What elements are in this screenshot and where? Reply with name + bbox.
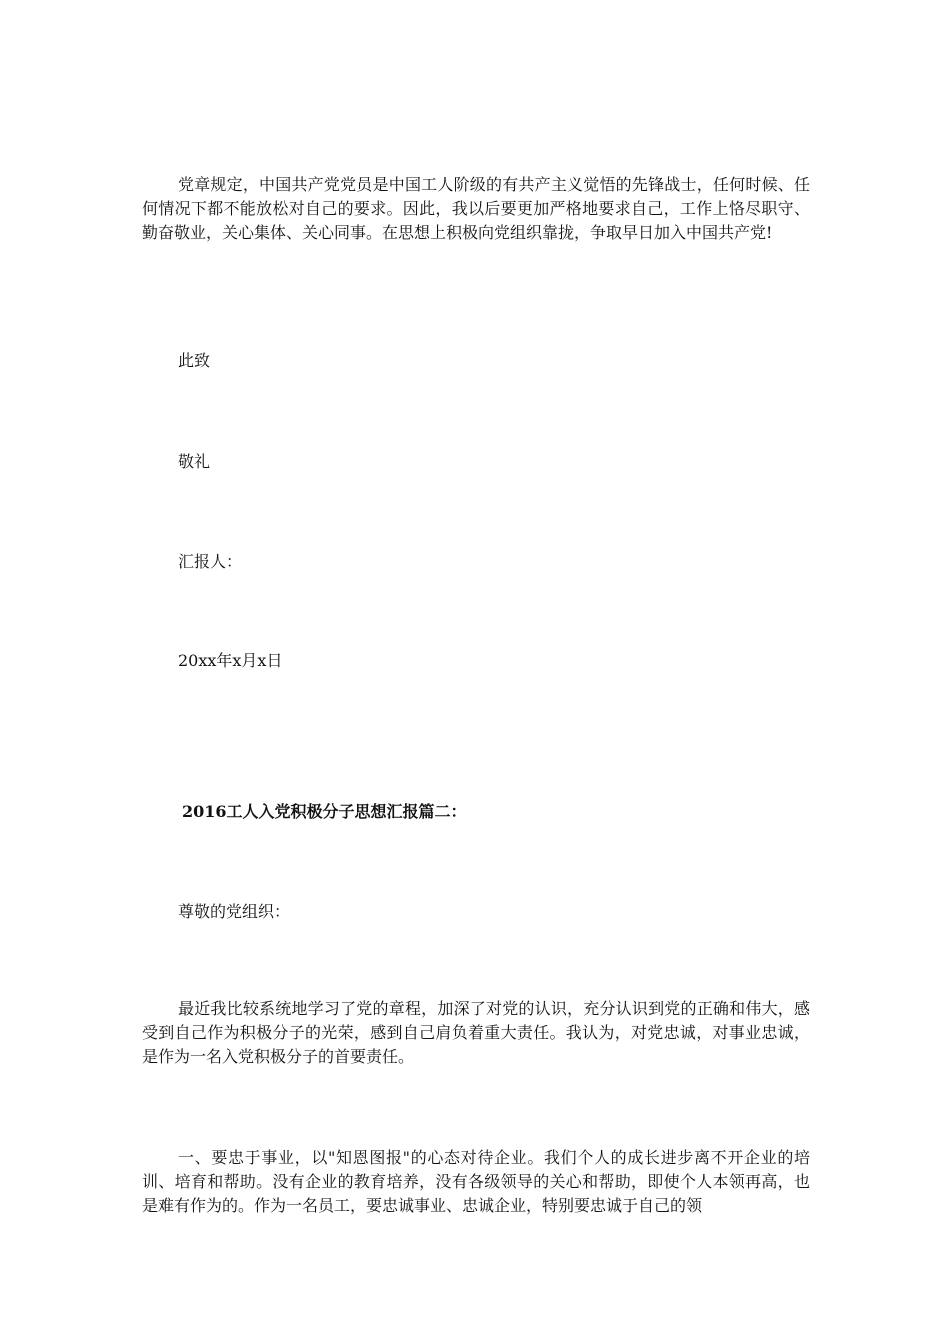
- closing-cizhi: 此致: [178, 351, 211, 370]
- paragraph-study-constitution: 最近我比较系统地学习了党的章程，加深了对党的认识，充分认识到党的正确和伟大，感受到自己作为积极分子的光荣，感到自己肩负着重大责任。我认为，对党忠诚，对事业忠诚，是作为一名入党积极分子的首要责任。: [142, 999, 810, 1066]
- paragraph-party-constitution: 党章规定，中国共产党党员是中国工人阶级的有共产主义觉悟的先锋战士，任何时候、任何情况下都不能放松对自己的要求。因此，我以后要更加严格地要求自己，工作上恪尽职守、勤奋敬业，关心集体、关心同事。在思想上积极向党组织靠拢，争取早日加入中国共产党!: [142, 175, 810, 242]
- salutation: 尊敬的党组织：: [178, 902, 291, 921]
- paragraph-loyalty-to-career: 一、要忠于事业，以"知恩图报"的心态对待企业。我们个人的成长进步离不开企业的培训、培育和帮助。没有企业的教育培养，没有各级领导的关心和帮助，即使个人本领再高，也是难有作为的。作为一名员工，要忠诚事业、忠诚企业，特别要忠诚于自己的领: [142, 1148, 810, 1215]
- report-date: 20xx年x月x日: [178, 651, 283, 670]
- section-heading: 2016工人入党积极分子思想汇报篇二：: [182, 802, 467, 821]
- reporter-label: 汇报人：: [178, 552, 243, 571]
- closing-jingli: 敬礼: [178, 452, 211, 471]
